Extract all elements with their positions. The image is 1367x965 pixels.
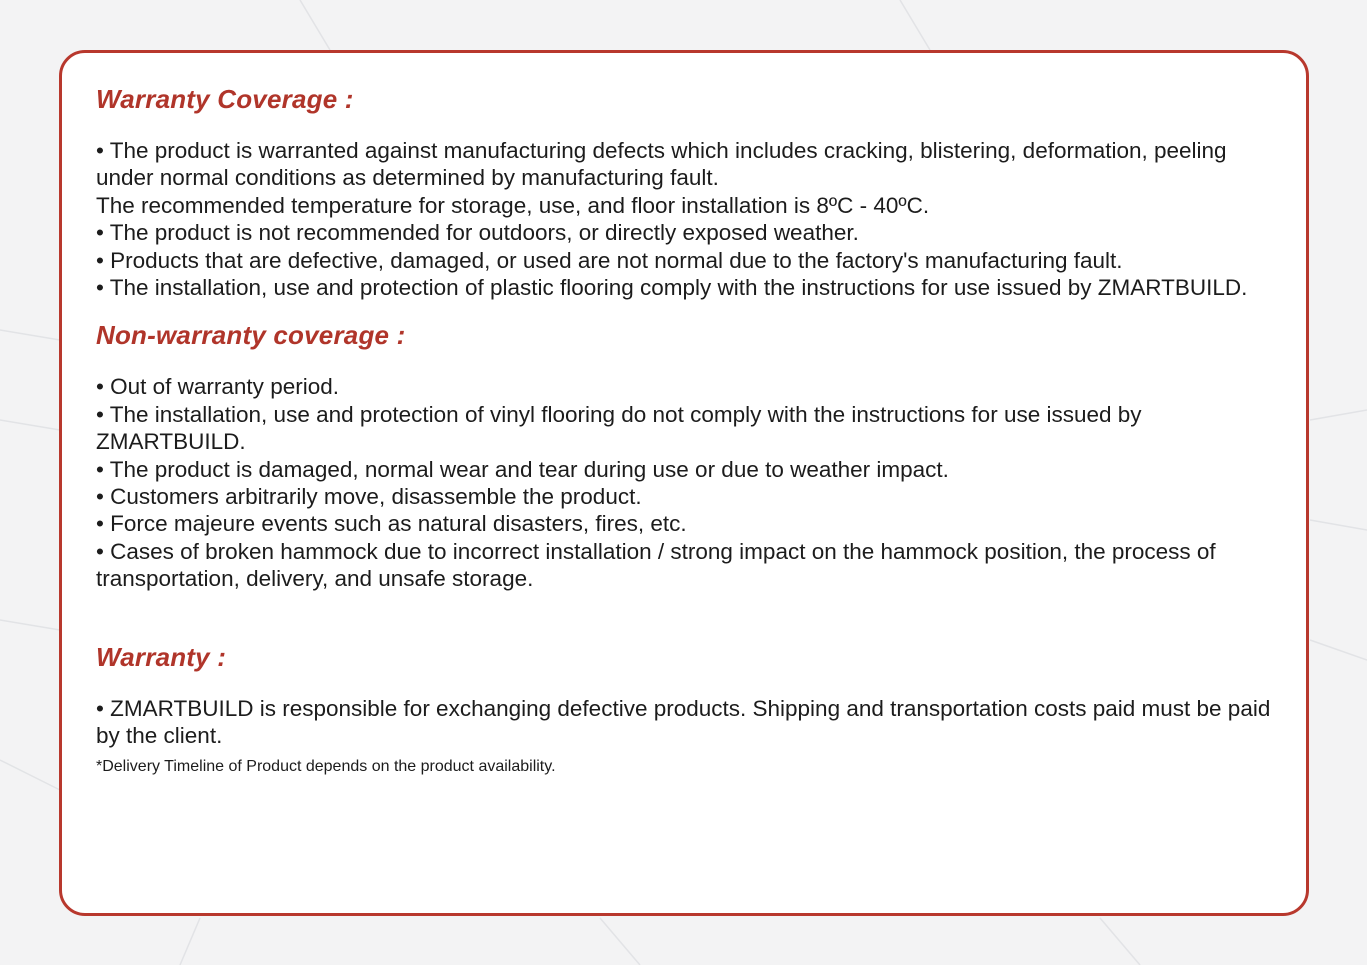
non-warranty-coverage-section bbox=[96, 317, 1272, 592]
list-item: • Customers arbitrarily move, disassemble the product. bbox=[96, 484, 642, 510]
warranty-coverage-list bbox=[96, 137, 1272, 301]
list-item: • Cases of broken hammock due to incorrect installation / strong impact on the hammock position, the process of transportation, delivery, and unsafe storage. bbox=[96, 538, 1216, 592]
list-item: • The installation, use and protection of vinyl flooring do not comply with the instructions for use issued by ZMARTBUILD. bbox=[96, 401, 1142, 455]
list-item: • The product is not recommended for outdoors, or directly exposed weather. bbox=[96, 220, 859, 246]
list-item: • Force majeure events such as natural disasters, fires, etc. bbox=[96, 511, 687, 537]
warranty-section bbox=[96, 639, 1272, 778]
list-item: • ZMARTBUILD is responsible for exchanging defective products. Shipping and transportation costs paid must be paid by the client. bbox=[96, 695, 1271, 749]
list-item: • Out of warranty period. bbox=[96, 374, 339, 400]
list-item: • The product is warranted against manufacturing defects which includes cracking, blistering, deformation, peeling under normal conditions as determined by manufacturing fault. bbox=[96, 138, 1227, 191]
warranty-list bbox=[96, 695, 1272, 750]
non-warranty-coverage-heading: Non-warranty coverage : bbox=[96, 320, 406, 351]
list-item: The recommended temperature for storage, use, and floor installation is 8ºC - 40ºC. bbox=[96, 192, 930, 218]
delivery-note: *Delivery Timeline of Product depends on the product availability. bbox=[96, 757, 556, 775]
warranty-coverage-heading: Warranty Coverage : bbox=[96, 84, 354, 114]
warranty-heading: Warranty : bbox=[96, 641, 227, 672]
warranty-coverage-section bbox=[96, 81, 1272, 301]
warranty-card bbox=[59, 50, 1309, 916]
non-warranty-coverage-list bbox=[96, 373, 1272, 592]
list-item: • The installation, use and protection of plastic flooring comply with the instructions for use issued by ZMARTBUILD. bbox=[96, 275, 1248, 301]
list-item: • The product is damaged, normal wear and tear during use or due to weather impact. bbox=[96, 456, 949, 482]
list-item: • Products that are defective, damaged, or used are not normal due to the factory's manufacturing fault. bbox=[96, 247, 1123, 273]
